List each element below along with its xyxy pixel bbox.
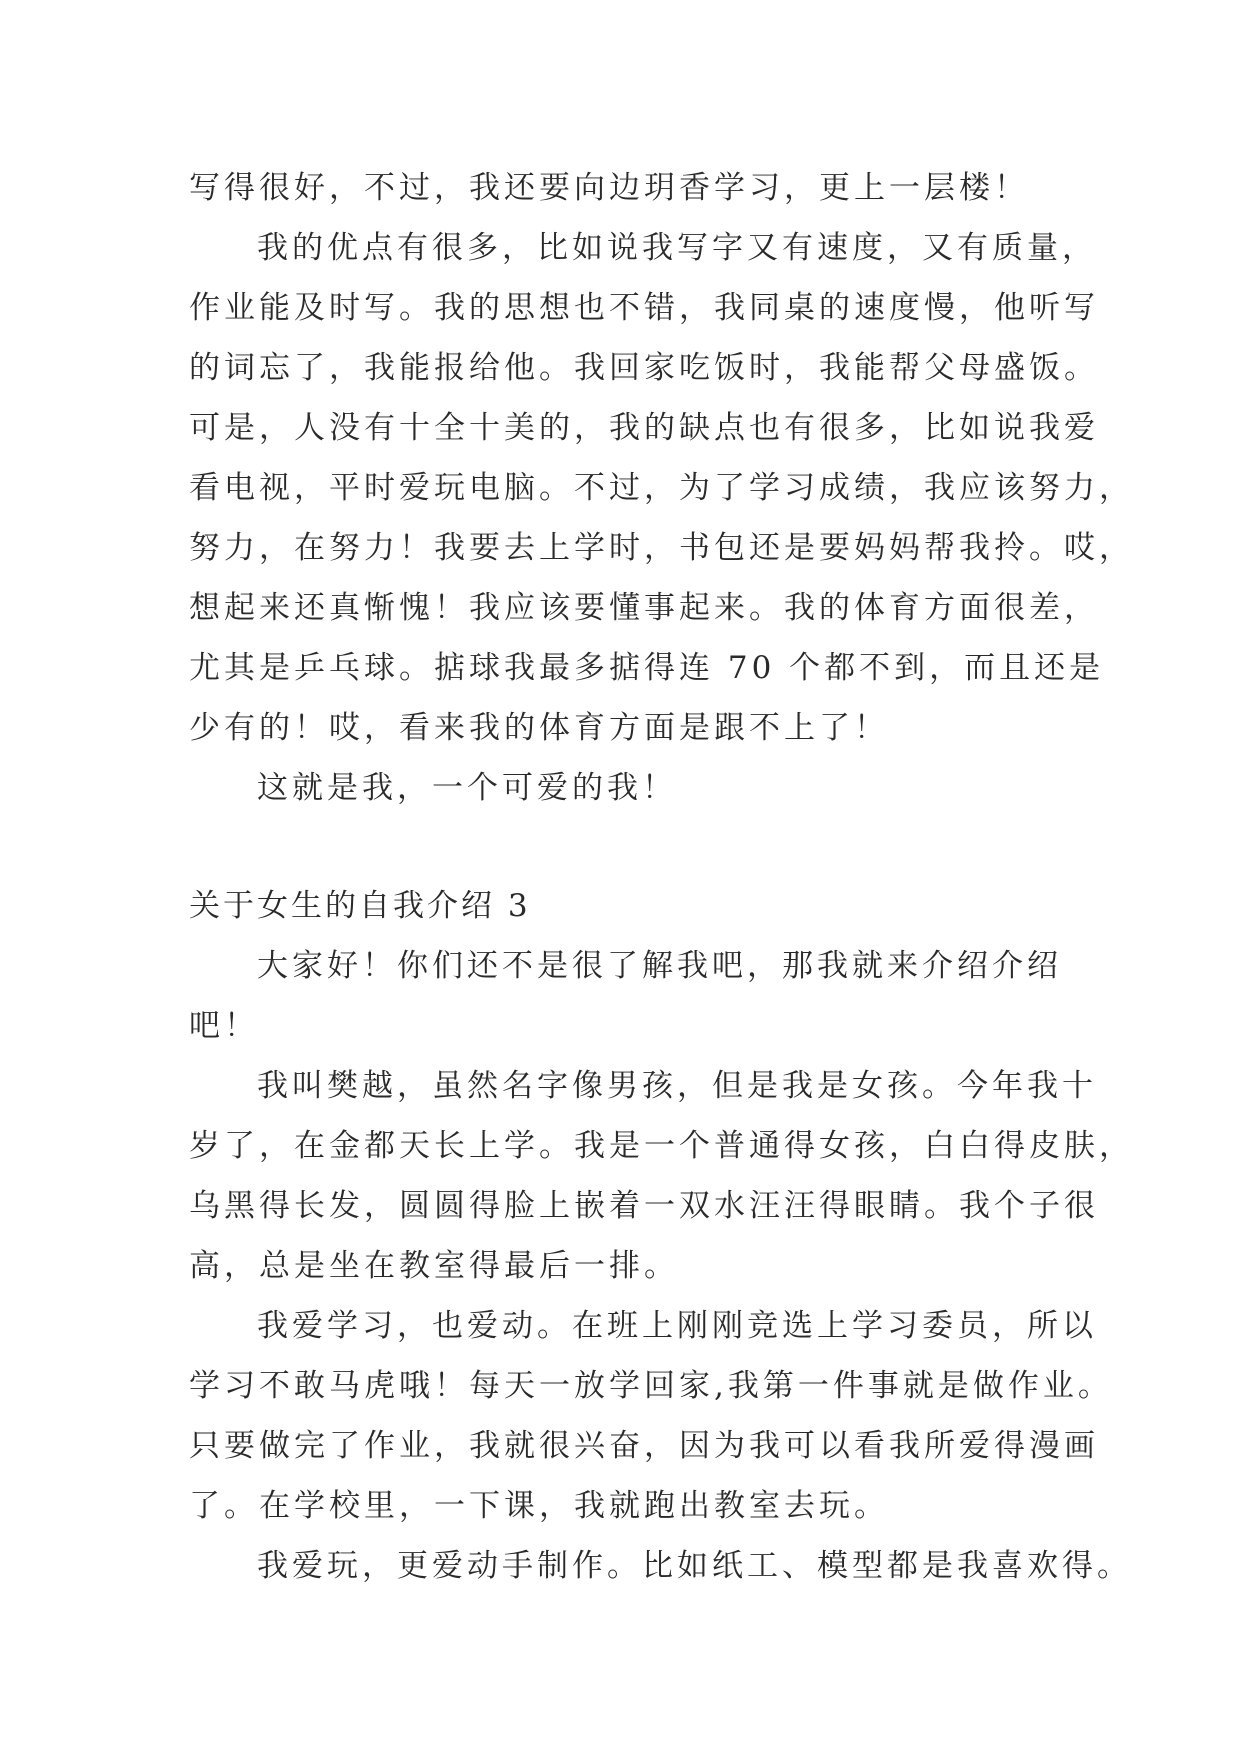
text-line: 吧！: [189, 1008, 259, 1044]
section-heading: 关于女生的自我介绍 3: [189, 888, 531, 924]
text-line: 努力，在努力！我要去上学时，书包还是要妈妈帮我拎。哎，: [189, 530, 1134, 566]
text-line: 的词忘了，我能报给他。我回家吃饭时，我能帮父母盛饭。: [189, 350, 1099, 386]
text-line: 可是，人没有十全十美的，我的缺点也有很多，比如说我爱: [189, 410, 1099, 446]
text-line: 少有的！哎，看来我的体育方面是跟不上了！: [189, 710, 889, 746]
text-line: 只要做完了作业，我就很兴奋，因为我可以看我所爱得漫画: [189, 1428, 1099, 1464]
text-line: 乌黑得长发，圆圆得脸上嵌着一双水汪汪得眼睛。我个子很: [189, 1188, 1099, 1224]
text-line: 看电视，平时爱玩电脑。不过，为了学习成绩，我应该努力，: [189, 470, 1134, 506]
text-line: 了。在学校里，一下课，我就跑出教室去玩。: [189, 1488, 889, 1524]
text-line: 作业能及时写。我的思想也不错，我同桌的速度慢，他听写: [189, 290, 1099, 326]
text-line: 想起来还真惭愧！我应该要懂事起来。我的体育方面很差，: [189, 590, 1099, 626]
paragraph-start-line: 我叫樊越，虽然名字像男孩，但是我是女孩。今年我十: [257, 1068, 1097, 1104]
paragraph-start-line: 这就是我，一个可爱的我！: [257, 770, 677, 806]
text-line: 写得很好，不过，我还要向边玥香学习，更上一层楼！: [189, 170, 1029, 206]
paragraph-start-line: 大家好！你们还不是很了解我吧，那我就来介绍介绍: [257, 948, 1062, 984]
paragraph-start-line: 我爱学习，也爱动。在班上刚刚竞选上学习委员，所以: [257, 1308, 1097, 1344]
text-line: 岁了，在金都天长上学。我是一个普通得女孩，白白得皮肤，: [189, 1128, 1134, 1164]
document-body: [189, 158, 1134, 1596]
text-line: 高，总是坐在教室得最后一排。: [189, 1248, 679, 1284]
paragraph-start-line: 我的优点有很多，比如说我写字又有速度，又有质量，: [257, 230, 1097, 266]
text-line: 尤其是乒乓球。掂球我最多掂得连 70 个都不到，而且还是: [189, 650, 1105, 686]
text-line: 学习不敢马虎哦！每天一放学回家,我第一件事就是做作业。: [189, 1368, 1113, 1404]
paragraph-start-line: 我爱玩，更爱动手制作。比如纸工、模型都是我喜欢得。: [257, 1548, 1132, 1584]
section-spacer: [189, 818, 1059, 876]
